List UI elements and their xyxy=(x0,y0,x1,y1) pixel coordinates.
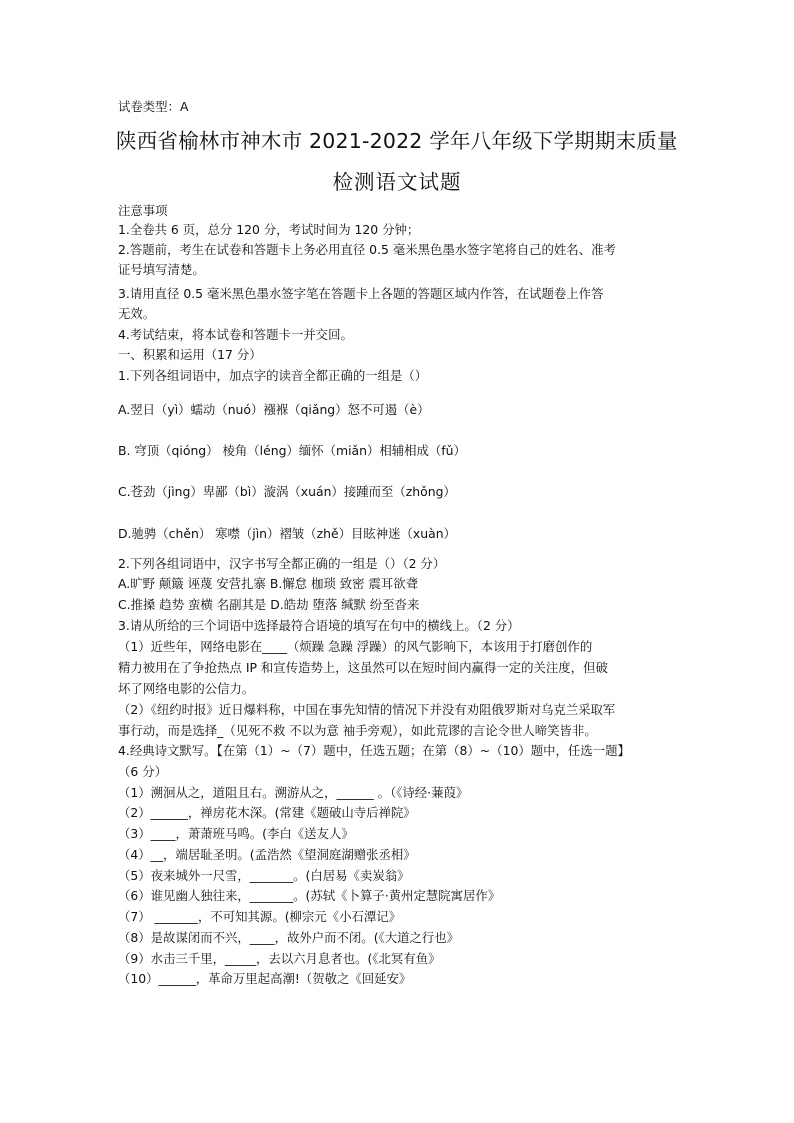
q4-item: （5）夜来城外一尺雪，_______。(白居易《卖炭翁》 xyxy=(118,868,410,883)
q1-option-b: B. 穹顶（qióng） 棱角（léng）缅怀（miǎn）相辅相成（fǔ） xyxy=(118,443,466,458)
note-item: 4.考试结束，将本试卷和答题卡一并交回。 xyxy=(118,327,353,342)
q2-stem: 2.下列各组词语中，汉字书写全都正确的一组是（）（2 分） xyxy=(118,556,446,571)
q4-item: （1）溯洄从之，道阻且右。溯游从之，______ 。（《诗经·蒹葭》 xyxy=(118,785,469,800)
q3-stem: 3.请从所给的三个词语中选择最符合语境的填写在句中的横线上。（2 分） xyxy=(118,618,520,633)
q4-item: （8）是故谋闭而不兴，____，故外户而不闭。(《大道之行也》 xyxy=(118,930,460,945)
q1-option-d: D.驰骋（chěn） 寒噤（jìn）褶皱（zhě）目眩神迷（xuàn） xyxy=(118,526,456,541)
q1-option-a: A.翌日（yì）蠕动（nuó）襁褓（qiǎng）怒不可遏（è） xyxy=(118,402,430,417)
exam-title-line1: 陕西省榆林市神木市 2021-2022 学年八年级下学期期末质量 xyxy=(116,129,678,153)
q1-option-c: C.苍劲（jìng）卑鄙（bì）漩涡（xuán）接踵而至（zhǒng） xyxy=(118,484,456,499)
note-item: 1.全卷共 6 页，总分 120 分，考试时间为 120 分钟； xyxy=(118,222,420,237)
q3-line: 事行动，而是选择_（见死不救 不以为意 袖手旁观），如此荒谬的言论令世人啼笑皆非。 xyxy=(118,723,597,738)
q3-line: （2）《纽约时报》近日爆料称，中国在事先知情的情况下并没有劝阻俄罗斯对乌克兰采取军 xyxy=(118,702,616,717)
q4-item: （10）______，革命万里起高潮!（贺敬之《回延安》 xyxy=(118,971,412,986)
q3-line: 坏了网络电影的公信力。 xyxy=(118,681,255,696)
note-item: 证号填写清楚。 xyxy=(118,262,205,277)
notes-heading: 注意事项 xyxy=(118,203,168,218)
paper-type: 试卷类型：A xyxy=(118,99,189,114)
exam-title-line2: 检测语文试题 xyxy=(332,170,462,194)
q3-line: 精力被用在了争抢热点 IP 和宣传造势上，这虽然可以在短时间内赢得一定的关注度，但破 xyxy=(118,660,608,675)
q4-item: （9）水击三千里，_____，去以六月息者也。(《北冥有鱼》 xyxy=(118,951,441,966)
q4-stem: 4.经典诗文默写。【在第（1）~（7）题中，任选五题；在第（8）~（10）题中，任选一题】 xyxy=(118,743,630,758)
note-item: 3.请用直径 0.5 毫米黑色墨水签字笔在答题卡上各题的答题区域内作答，在试题卷上作答 xyxy=(118,286,604,301)
q3-line: （1）近些年，网络电影在____（烦躁 急躁 浮躁）的风气影响下，本该用于打磨创作的 xyxy=(118,639,593,654)
section1-heading: 一、积累和运用（17 分） xyxy=(118,347,262,362)
q4-item: （6）谁见幽人独往来，_______。(苏轼《卜算子·黄州定慧院寓居作》 xyxy=(118,888,501,903)
q2-option-ab: A.旷野 颠簸 诬蔑 安营扎寨 B.懈怠 枷琐 致密 震耳欲聋 xyxy=(118,576,419,591)
q1-stem: 1.下列各组词语中，加点字的读音全都正确的一组是（） xyxy=(118,368,428,383)
q4-stem-points: （6 分） xyxy=(118,764,167,779)
q2-option-cd: C.推搡 趋势 蛮横 名副其是 D.皓劫 堕落 缄默 纷至沓来 xyxy=(118,597,420,612)
q4-item: （3）____，萧萧班马鸣。(李白《送友人》 xyxy=(118,826,354,841)
q4-item: （4）__，端居耻圣明。(孟浩然《望洞庭湖赠张丞相》 xyxy=(118,847,416,862)
q4-item: （7） _______，不可知其源。(柳宗元《小石潭记》 xyxy=(118,909,402,924)
note-item: 无效。 xyxy=(118,306,156,321)
q4-item: （2）______，禅房花木深。(常建《题破山寺后禅院》 xyxy=(118,805,416,820)
note-item: 2.答题前，考生在试卷和答题卡上务必用直径 0.5 毫米黑色墨水签字笔将自己的姓名、准考 xyxy=(118,242,616,257)
